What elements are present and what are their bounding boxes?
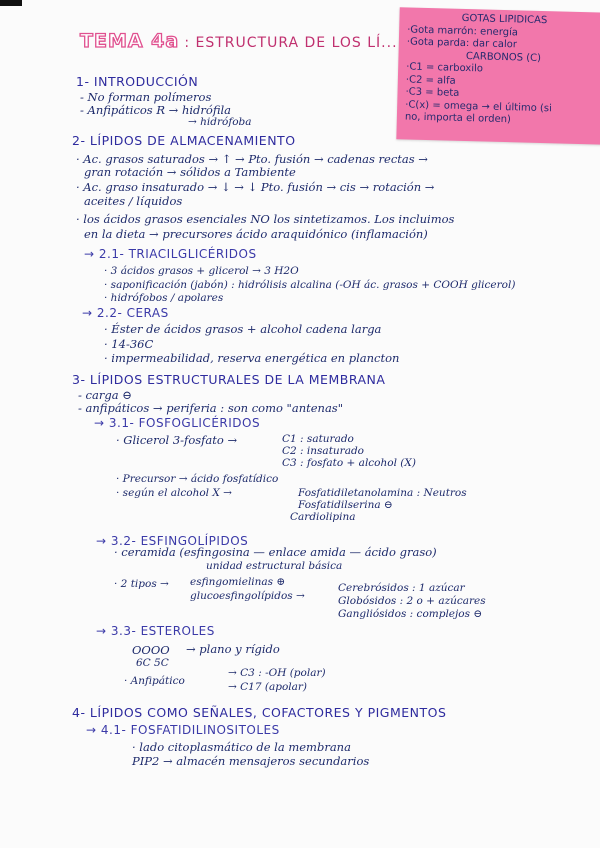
sticky-line: ·C(x) = omega → el último (si (405, 98, 553, 114)
sticky-line: ·Gota parda: dar calor (406, 36, 518, 51)
note-line: · impermeabilidad, reserva energética en plancton (104, 351, 400, 365)
note-line: C1 : saturado (282, 433, 354, 445)
note-line: 6C 5C (136, 657, 169, 669)
note-line: · 3 ácidos grasos + glicerol → 3 H2O (104, 265, 299, 277)
sticky-line: no, importa el orden) (404, 111, 512, 126)
subsection-heading: → 3.2- ESFINGOLÍPIDOS (96, 534, 249, 548)
scan-corner-mark (0, 0, 22, 6)
note-line: unidad estructural básica (206, 560, 343, 572)
note-line: PIP2 → almacén mensajeros secundarios (132, 754, 370, 768)
note-line: · lado citoplasmático de la membrana (132, 740, 351, 754)
note-line: · Ac. graso insaturado → ↓ → ↓ Pto. fusión → cis → rotación → (76, 180, 435, 194)
section-heading: 4- LÍPIDOS COMO SEÑALES, COFACTORES Y PIGMENTOS (72, 705, 447, 720)
note-line: esfingomielinas ⊕ (190, 576, 286, 588)
note-line: · 14-36C (104, 337, 154, 351)
note-line: → C17 (apolar) (228, 681, 308, 693)
note-line: · hidrófobos / apolares (104, 292, 224, 304)
note-line: en la dieta → precursores ácido araquidónico (inflamación) (84, 227, 428, 241)
title-main: TEMA 4a (80, 30, 180, 52)
note-line: · saponificación (jabón) : hidrólisis alcalina (-OH ác. grasos + COOH glicerol) (104, 279, 516, 291)
note-line: → hidrófoba (188, 116, 252, 128)
note-line: · Ac. grasos saturados → ↑ → Pto. fusión → cadenas rectas → (76, 152, 428, 166)
note-line: Fosfatidilserina ⊖ (298, 499, 393, 511)
note-line: · Precursor → ácido fosfatídico (116, 473, 279, 485)
note-line: → C3 : -OH (polar) (228, 667, 326, 679)
note-line: · según el alcohol X → (116, 487, 232, 499)
note-line: - Anfipáticos R → hidrófila (80, 103, 232, 117)
note-line: · Glicerol 3-fosfato → (116, 433, 238, 447)
sticky-line: ·C2 = alfa (405, 73, 456, 87)
note-line: C3 : fosfato + alcohol (X) (282, 457, 416, 469)
note-line: Gangliósidos : complejos ⊖ (338, 608, 483, 620)
section-heading: 3- LÍPIDOS ESTRUCTURALES DE LA MEMBRANA (72, 372, 386, 387)
note-line: - carga ⊖ (78, 388, 132, 402)
subsection-heading: → 4.1- FOSFATIDILINOSITOLES (86, 723, 280, 737)
subsection-heading: → 3.3- ESTEROLES (96, 624, 215, 638)
note-line: · ceramida (esfingosina — enlace amida — ácido graso) (114, 545, 437, 559)
page-title (80, 30, 398, 52)
note-line: Fosfatidiletanolamina : Neutros (298, 487, 467, 499)
note-line: · 2 tipos → (114, 578, 169, 590)
note-line: glucoesfingolípidos → (190, 590, 305, 602)
sticky-note (396, 7, 600, 144)
sticky-line: GOTAS LIPÍDICAS (461, 12, 548, 27)
sticky-line: ·Gota marrón: energía (407, 23, 519, 38)
section-heading: 1- INTRODUCCIÓN (76, 74, 199, 89)
note-line: Globósidos : 2 o + azúcares (338, 595, 486, 607)
sticky-line: ·C3 = beta (405, 86, 460, 99)
note-line: → plano y rígido (186, 642, 280, 656)
section-heading: 2- LÍPIDOS DE ALMACENAMIENTO (72, 133, 296, 148)
subsection-heading: → 3.1- FOSFOGLICÉRIDOS (94, 416, 261, 430)
subsection-heading: → 2.1- TRIACILGLICÉRIDOS (84, 247, 257, 261)
note-line: · Éster de ácidos grasos + alcohol cadena larga (104, 322, 382, 336)
note-line: gran rotación → sólidos a Tambiente (84, 165, 296, 179)
sticky-line: CARBONOS (C) (465, 50, 542, 64)
title-subtitle: : ESTRUCTURA DE LOS LÍ... (184, 35, 398, 51)
note-line: aceites / líquidos (84, 194, 183, 208)
note-line: C2 : insaturado (282, 445, 365, 457)
note-line: OOOO (132, 643, 170, 657)
note-line: · Anfipático (124, 675, 185, 687)
note-line: Cerebrósidos : 1 azúcar (338, 582, 465, 594)
subsection-heading: → 2.2- CERAS (82, 306, 169, 320)
sticky-line: ·C1 = carboxilo (406, 61, 484, 75)
note-line: - No forman polímeros (80, 90, 212, 104)
note-line: · los ácidos grasos esenciales NO los sintetizamos. Los incluimos (76, 212, 455, 226)
note-line: Cardiolipina (290, 511, 356, 523)
note-line: - anfipáticos → periferia : son como "antenas" (78, 401, 343, 415)
